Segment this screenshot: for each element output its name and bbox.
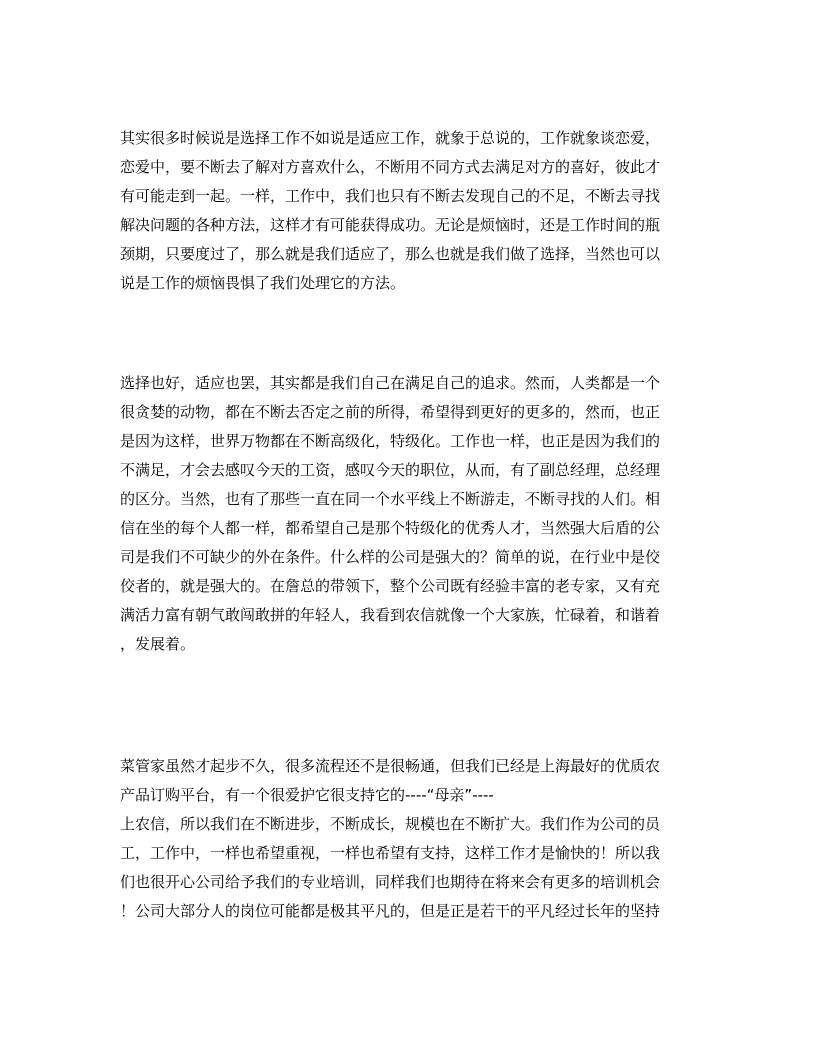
- paragraph-line: 恋爱中，要不断去了解对方喜欢什么，不断用不同方式去满足对方的喜好，彼此才: [120, 158, 661, 176]
- paragraph-line: 信在坐的每个人都一样，都希望自己是那个特级化的优秀人才，当然强大后盾的公: [120, 519, 661, 537]
- paragraph-line: 解决问题的各种方法，这样才有可能获得成功。无论是烦恼时，还是工作时间的瓶: [120, 216, 661, 234]
- paragraph-line: 很贪婪的动物，都在不断去否定之前的所得，希望得到更好的更多的，然而，也正: [120, 403, 661, 421]
- paragraph-line: 佼者的，就是强大的。在詹总的带领下，整个公司既有经验丰富的老专家，又有充: [120, 577, 661, 595]
- paragraph-line: 司是我们不可缺少的外在条件。什么样的公司是强大的？简单的说，在行业中是佼: [120, 548, 661, 566]
- paragraph-3: [120, 752, 700, 926]
- paragraph-line: 不满足，才会去感叹今天的工资，感叹今天的职位，从而，有了副总经理，总经理: [120, 461, 661, 479]
- paragraph-line: 选择也好，适应也罢，其实都是我们自己在满足自己的追求。然而，人类都是一个: [120, 374, 661, 392]
- paragraph-line: 菜管家虽然才起步不久，很多流程还不是很畅通，但我们已经是上海最好的优质农: [120, 757, 661, 775]
- paragraph-line: 其实很多时候说是选择工作不如说是适应工作，就象于总说的，工作就象谈恋爱，: [120, 129, 661, 147]
- paragraph-line: 工，工作中，一样也希望重视，一样也希望有支持，这样工作才是愉快的！所以我: [120, 844, 661, 862]
- paragraph-line: 满活力富有朝气敢闯敢拼的年轻人，我看到农信就像一个大家族，忙碌着，和谐着: [120, 606, 661, 624]
- paragraph-line: 的区分。当然，也有了那些一直在同一个水平线上不断游走，不断寻找的人们。相: [120, 490, 661, 508]
- paragraph-line: 们也很开心公司给予我们的专业培训，同样我们也期待在将来会有更多的培训机会: [120, 873, 661, 891]
- paragraph-line: 有可能走到一起。一样，工作中，我们也只有不断去发现自己的不足，不断去寻找: [120, 187, 661, 205]
- paragraph-line: 产品订购平台，有一个很爱护它很支持它的----“母亲”----: [120, 786, 494, 804]
- paragraph-line: 说是工作的烦恼畏惧了我们处理它的方法。: [120, 274, 406, 292]
- paragraph-2: [120, 369, 700, 659]
- paragraph-line: 是因为这样，世界万物都在不断高级化，特级化。工作也一样，也正是因为我们的: [120, 432, 661, 450]
- paragraph-line: ！公司大部分人的岗位可能都是极其平凡的，但是正是若干的平凡经过长年的坚持: [120, 902, 661, 920]
- paragraph-1: [120, 124, 700, 298]
- paragraph-line: 上农信，所以我们在不断进步，不断成长，规模也在不断扩大。我们作为公司的员: [120, 815, 661, 833]
- paragraph-line: ，发展着。: [120, 635, 196, 653]
- paragraph-line: 颈期，只要度过了，那么就是我们适应了，那么也就是我们做了选择，当然也可以: [120, 245, 661, 263]
